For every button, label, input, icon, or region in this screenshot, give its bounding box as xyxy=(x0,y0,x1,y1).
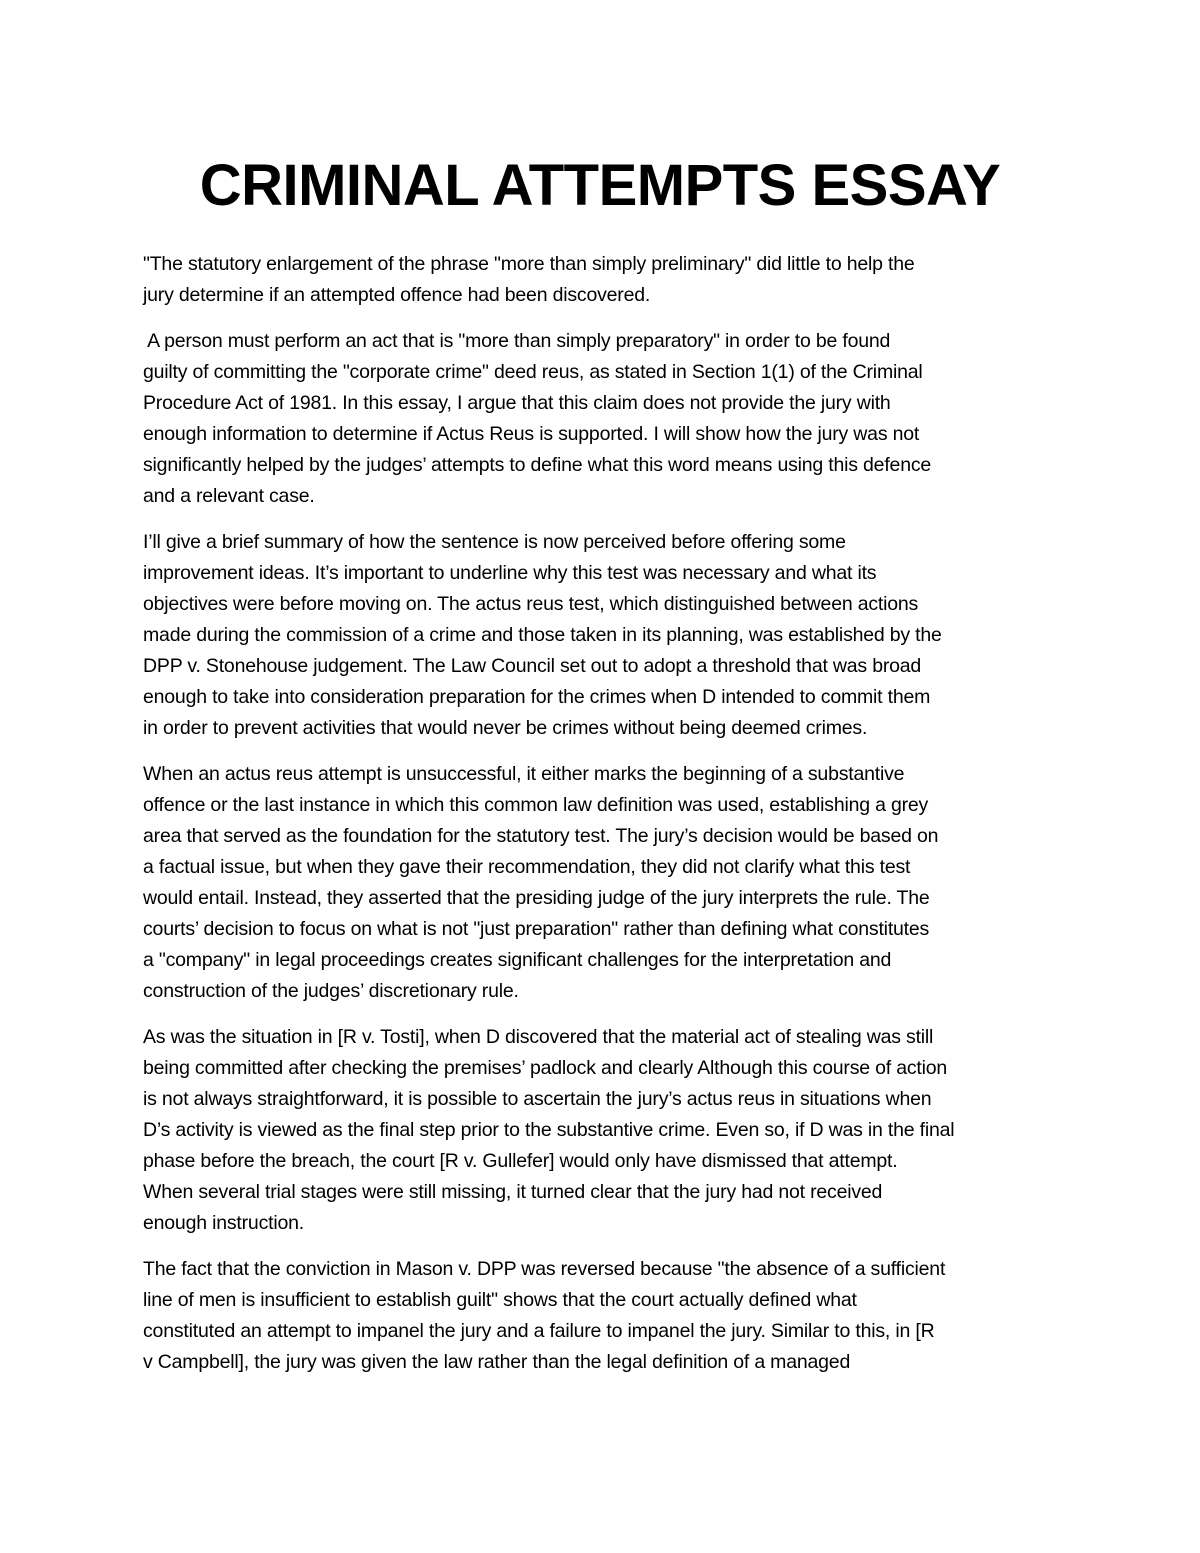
paragraph-line: made during the commission of a crime and those taken in its planning, was established by the xyxy=(143,624,942,646)
paragraph-line: Procedure Act of 1981. In this essay, I argue that this claim does not provide the jury with xyxy=(143,392,891,414)
body-paragraph xyxy=(143,1254,1061,1378)
paragraph-line: line of men is insufficient to establish guilt" shows that the court actually defined what xyxy=(143,1289,857,1311)
paragraph-line: D’s activity is viewed as the final step prior to the substantive crime. Even so, if D was in the final xyxy=(143,1119,955,1141)
paragraph-line: is not always straightforward, it is possible to ascertain the jury’s actus reus in situations when xyxy=(143,1088,932,1110)
paragraph-line: offence or the last instance in which this common law definition was used, establishing a grey xyxy=(143,794,929,816)
paragraph-line: being committed after checking the premises’ padlock and clearly Although this course of action xyxy=(143,1057,948,1079)
paragraph-line: enough information to determine if Actus Reus is supported. I will show how the jury was not xyxy=(143,423,920,445)
paragraph-line: in order to prevent activities that would never be crimes without being deemed crimes. xyxy=(143,717,868,739)
paragraph-line: area that served as the foundation for the statutory test. The jury’s decision would be based on xyxy=(143,825,939,847)
document-body xyxy=(143,249,1061,1393)
paragraph-line: guilty of committing the "corporate crime" deed reus, as stated in Section 1(1) of the Criminal xyxy=(143,361,923,383)
paragraph-line: a "company" in legal proceedings creates significant challenges for the interpretation and xyxy=(143,949,892,971)
document-title: CRIMINAL ATTEMPTS ESSAY xyxy=(199,153,1001,218)
body-paragraph xyxy=(143,527,1061,744)
paragraph-line: constituted an attempt to impanel the jury and a failure to impanel the jury. Similar to this, in [R xyxy=(143,1320,935,1342)
paragraph-line: enough instruction. xyxy=(143,1212,304,1234)
body-paragraph xyxy=(143,249,1061,311)
paragraph-line: jury determine if an attempted offence had been discovered. xyxy=(143,284,651,306)
paragraph-line: improvement ideas. It’s important to underline why this test was necessary and what its xyxy=(143,562,877,584)
paragraph-line: When several trial stages were still missing, it turned clear that the jury had not received xyxy=(143,1181,883,1203)
body-paragraph xyxy=(143,759,1061,1007)
paragraph-line: As was the situation in [R v. Tosti], when D discovered that the material act of stealing was still xyxy=(143,1026,934,1048)
paragraph-line: The fact that the conviction in Mason v. DPP was reversed because "the absence of a sufficient xyxy=(143,1258,946,1280)
paragraph-line: When an actus reus attempt is unsuccessful, it either marks the beginning of a substantive xyxy=(143,763,905,785)
paragraph-line: a factual issue, but when they gave their recommendation, they did not clarify what this test xyxy=(143,856,911,878)
paragraph-line: I’ll give a brief summary of how the sentence is now perceived before offering some xyxy=(143,531,846,553)
paragraph-line: and a relevant case. xyxy=(143,485,315,507)
paragraph-line: phase before the breach, the court [R v. Gullefer] would only have dismissed that attempt. xyxy=(143,1150,898,1172)
paragraph-line: courts’ decision to focus on what is not "just preparation" rather than defining what constitutes xyxy=(143,918,930,940)
paragraph-line: objectives were before moving on. The actus reus test, which distinguished between actions xyxy=(143,593,919,615)
paragraph-line: v Campbell], the jury was given the law rather than the legal definition of a managed xyxy=(143,1351,851,1373)
paragraph-line: significantly helped by the judges’ attempts to define what this word means using this defence xyxy=(143,454,932,476)
paragraph-line: enough to take into consideration preparation for the crimes when D intended to commit them xyxy=(143,686,931,708)
paragraph-line: "The statutory enlargement of the phrase "more than simply preliminary" did little to help the xyxy=(143,253,915,275)
paragraph-line: would entail. Instead, they asserted that the presiding judge of the jury interprets the rule. The xyxy=(143,887,930,909)
paragraph-line: A person must perform an act that is "more than simply preparatory" in order to be found xyxy=(143,330,891,352)
paragraph-line: DPP v. Stonehouse judgement. The Law Council set out to adopt a threshold that was broad xyxy=(143,655,922,677)
body-paragraph xyxy=(143,1022,1061,1239)
body-paragraph xyxy=(143,326,1061,512)
paragraph-line: construction of the judges’ discretionary rule. xyxy=(143,980,519,1002)
